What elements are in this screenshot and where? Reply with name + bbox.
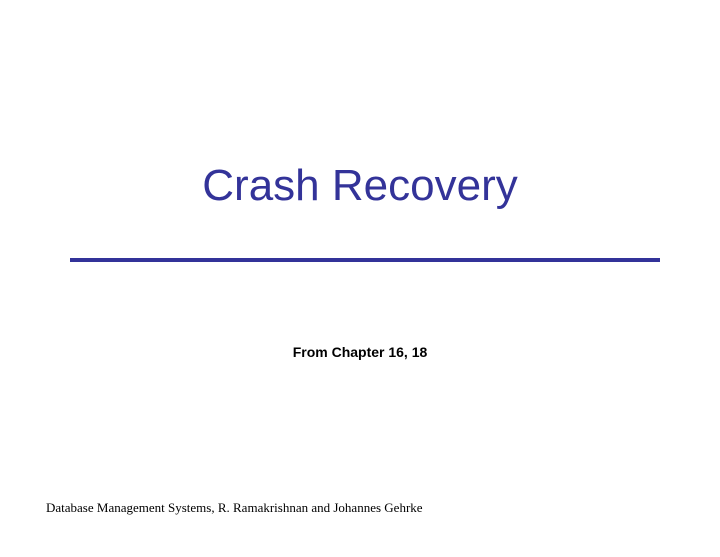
slide-footer: Database Management Systems, R. Ramakrishnan and Johannes Gehrke: [46, 500, 423, 515]
title-underline: [70, 258, 660, 262]
slide-title: Crash Recovery: [202, 161, 518, 210]
slide-subtitle: From Chapter 16, 18: [292, 344, 428, 360]
